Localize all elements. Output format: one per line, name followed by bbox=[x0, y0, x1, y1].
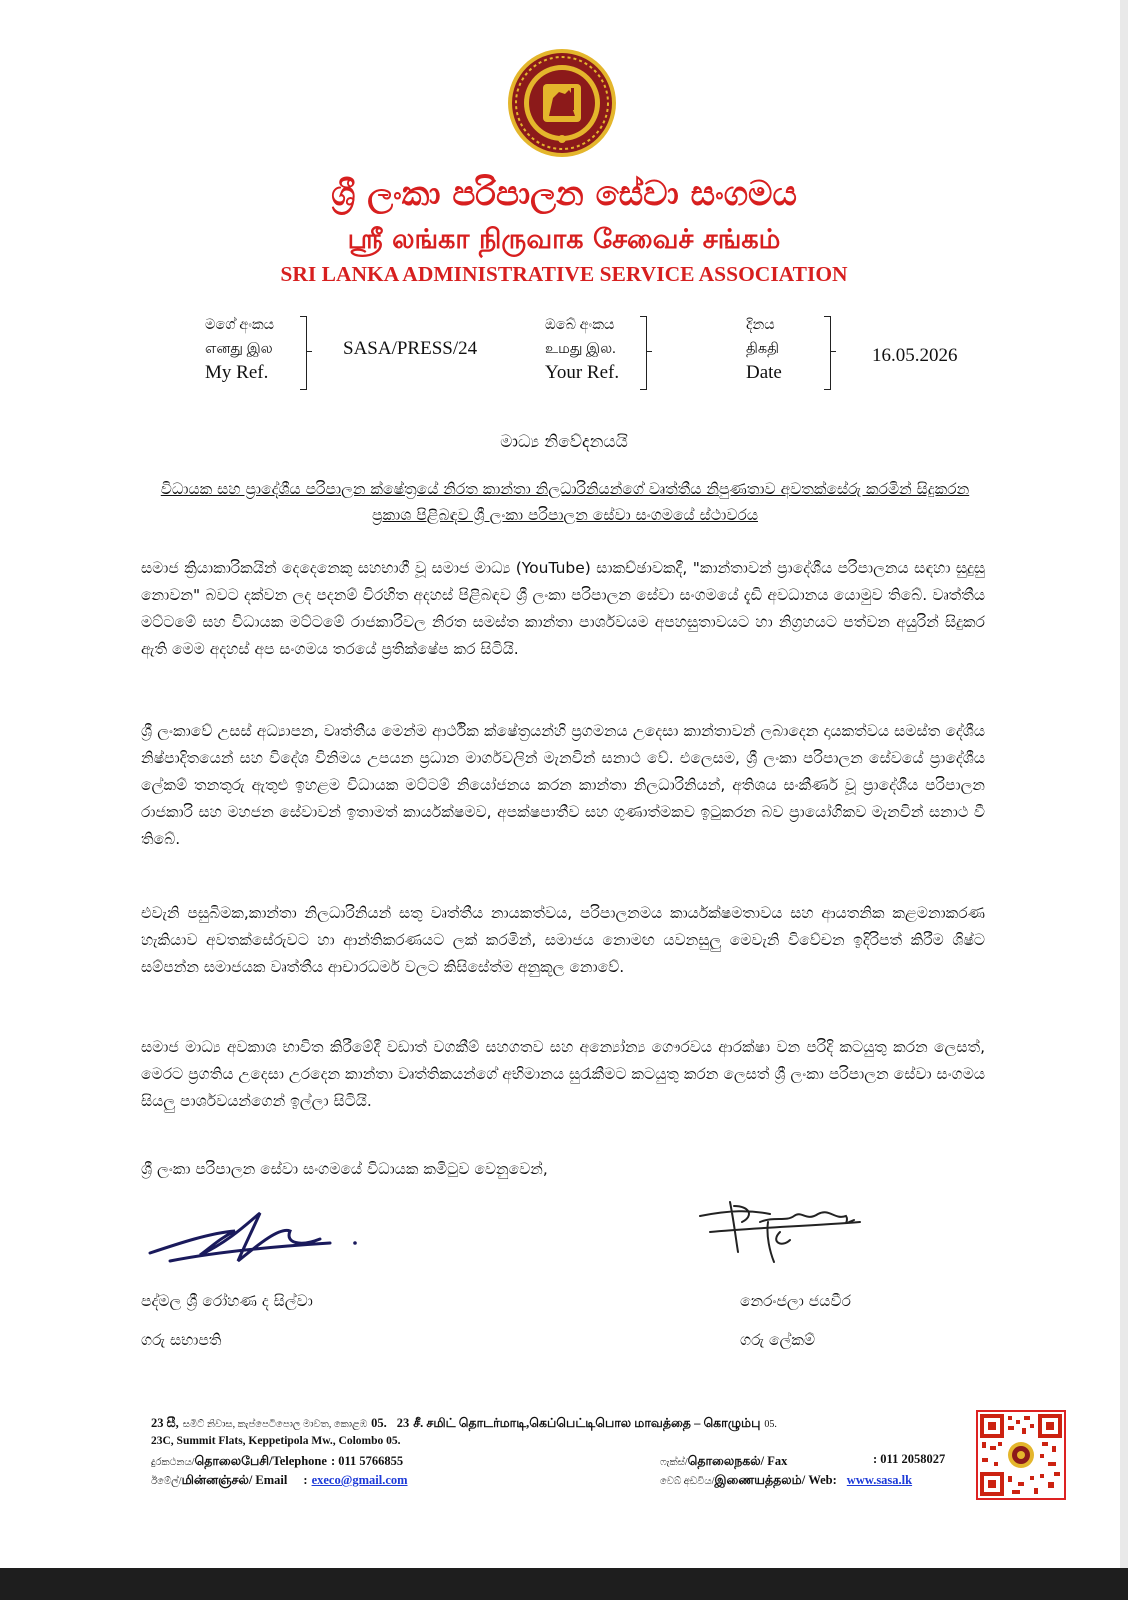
bracket bbox=[640, 316, 647, 390]
paragraph-1: සමාජ ක්‍රියාකාරිකයින් දෙදෙනෙකු සහභාගී වූ සමාජ මාධ්‍ය (YouTube) සාකච්ඡාවකදී, "කාන්තාවන් ප්‍රාදේශීය පරිපාලනය සඳහා සුදුසු නොවන" බවට දක්වන ලද පදනම් විරහිත අදහස් පිළිබඳව ශ්‍රී ලංකා පරිපාලන සේවා සංගමයේ දැඩි අවධානය යොමුව තිබේ. වෘත්තීය මට්ටමේ සහ විධායක මට්ටමේ රාජකාරිවල නිරත සමස්ත කාන්තා පාර්ශවයම අපහසුතාවයට හා නිග්‍රහයට පත්වන අයුරින් සිදුකර ඇති මෙම අදහස් අප සංගමය තරයේ ප්‍රතික්ෂේප කර සිටියි. bbox=[141, 559, 985, 658]
your-ref-label-si: ඔබේ අංකය bbox=[545, 317, 615, 333]
your-ref-label-ta: உமது இல. bbox=[545, 341, 616, 357]
bracket bbox=[300, 316, 307, 390]
date-label-ta: திகதி bbox=[746, 341, 780, 357]
secretary-name: නෙරංජලා ජයවීර bbox=[740, 1292, 851, 1310]
date-label-en: Date bbox=[746, 362, 782, 383]
screen-bottom-band bbox=[0, 1568, 1128, 1600]
your-ref-label-en: Your Ref. bbox=[545, 362, 620, 383]
qr-code-icon bbox=[976, 1410, 1066, 1500]
footer-telephone: දුරකථනය/தொலைபேசி/Telephone : 011 5766855 bbox=[151, 1454, 404, 1468]
document-subject: විධායක සහ ප්‍රාදේශීය පරිපාලන ක්ෂේත්‍රයේ නිරත කාන්තා නිලධාරිනියන්ගේ වෘත්තීය නිපුණතාව අවතක්සේරු කරමින් සිදුකරන ප්‍රකාශ පිළිබඳව ශ්‍රී ලංකා පරිපාලන සේවා සංගමයේ ස්ථාවරය bbox=[160, 480, 970, 524]
date-label-si: දිනය bbox=[746, 317, 775, 333]
paragraph-3: එවැනි පසුබිමක,කාන්තා නිලධාරිනියන් සතු වෘත්තීය නායකත්වය, පරිපාලනමය කාර්යක්ෂමතාවය සහ ආයතනික කළමනාකරණ හැකියාව අවතක්සේරුවට හා ආන්තිකරණයට ලක් කරමින්, සමාජය නොමඟ යවනසුලු මෙවැනි විවේචන ඉදිරිපත් කිරීම ශිෂ්ට සම්පන්න සමාජයක වෘත්තීය ආචාරධර්ම වලට කිසිසේත්ම අනුකූල නොවේ. bbox=[141, 904, 985, 976]
footer-web: වෙබ් අඩවිය/இணையத்தலம்/ Web: www.sasa.lk bbox=[660, 1473, 913, 1487]
header-english: SRI LANKA ADMINISTRATIVE SERVICE ASSOCIATION bbox=[280, 262, 848, 286]
document-title: මාධ්‍ය නිවේදනයයි bbox=[500, 432, 628, 452]
president-title: ගරු සභාපති bbox=[141, 1331, 222, 1349]
header-sinhala: ශ්‍රී ලංකා පරිපාලන සේවා සංගමය bbox=[331, 174, 797, 214]
my-ref-label-en: My Ref. bbox=[205, 362, 269, 383]
date-value: 16.05.2026 bbox=[872, 345, 958, 366]
paragraph-4: සමාජ මාධ්‍ය අවකාශ භාවිත කිරීමේදී වඩාත් වගකීම් සහගතව සහ අන්‍යෝන්‍ය ගෞරවය ආරක්ෂා වන පරිදි කටයුතු කරන ලෙසත්, මෙරට ප්‍රගතිය උදෙසා උරදෙන කාන්තා වෘත්තිකයන්ගේ අභිමානය සුරැකීමට කටයුතු කරන ලෙසත් ශ්‍රී ලංකා පරිපාලන සේවා සංගමය සියලු පාර්ශවයන්ගෙන් ඉල්ලා සිටියි. bbox=[141, 1038, 985, 1110]
closing-line: ශ්‍රී ලංකා පරිපාලන සේවා සංගමයේ විධායක කමිටුව වෙනුවෙන්, bbox=[141, 1160, 548, 1178]
footer-fax-value: : 011 2058027 bbox=[873, 1452, 946, 1466]
footer-address-line: 23 සී, සමිට් නිවාස, කැප්පෙටිපොල මාවත, කොළඹ 05. 23 சீ. சமிட் தொடர்மாடி,கெப்பெட்டிபொல மாவத்தை – கொழும்பு 05. bbox=[151, 1416, 777, 1430]
president-signature bbox=[140, 1203, 370, 1273]
bracket bbox=[824, 316, 831, 390]
president-name: පද්මල ශ්‍රී රෝහණ ද සිල්වා bbox=[141, 1292, 313, 1310]
web-link[interactable]: www.sasa.lk bbox=[846, 1473, 913, 1487]
my-ref-label-si: මගේ අංකය bbox=[205, 317, 275, 333]
association-emblem-icon bbox=[507, 48, 617, 158]
my-ref-label-ta: எனது இல bbox=[205, 341, 273, 357]
page-edge bbox=[1120, 0, 1128, 1600]
email-link[interactable]: execo@gmail.com bbox=[311, 1473, 408, 1487]
paragraph-2: ශ්‍රී ලංකාවේ උසස් අධ්‍යාපන, වෘත්තීය මෙන්ම ආර්ථික ක්ෂේත්‍රයන්හි ප්‍රගමනය උදෙසා කාන්තාවන් ලබාදෙන දායකත්වය සමස්ත දේශීය නිෂ්පාදිතයෙන් සහ විදේශ විනිමය උපයන ප්‍රධාන මාර්ගවලින් මැනවින් සනාථ වේ. එලෙසම, ශ්‍රී ලංකා පරිපාලන සේවයේ ප්‍රාදේශීය ලේකම් තනතුරු ඇතුළු ඉහළම විධායක මට්ටම් නියෝජනය කරන කාන්තා නිලධාරිනියන්, අතිශය සංකීර්ණ වූ ප්‍රාදේශීය පරිපාලන රාජකාරි සහ මහජන සේවාවන් ඉතාමත් කාර්යක්ෂමව, අපක්ෂපාතීව සහ ගුණාත්මකව ඉටුකරන බව ප්‍රායෝගිකව මැනවින් සනාථ වී තිබේ. bbox=[141, 722, 985, 848]
footer-address-en: 23C, Summit Flats, Keppetipola Mw., Colombo 05. bbox=[151, 1435, 401, 1447]
my-ref-value: SASA/PRESS/24 bbox=[343, 338, 478, 359]
secretary-signature bbox=[690, 1192, 910, 1272]
footer-email: ඊමේල්/மின்னஞ்சல்/ Email : execo@gmail.com bbox=[151, 1473, 408, 1487]
header-tamil: ஸ்ரீ லங்கா நிருவாக சேவைச் சங்கம் bbox=[347, 224, 781, 255]
secretary-title: ගරු ලේකම් bbox=[740, 1331, 816, 1349]
footer-fax: ෆැක්ස්/தொலைநகல்/ Fax bbox=[660, 1454, 788, 1468]
